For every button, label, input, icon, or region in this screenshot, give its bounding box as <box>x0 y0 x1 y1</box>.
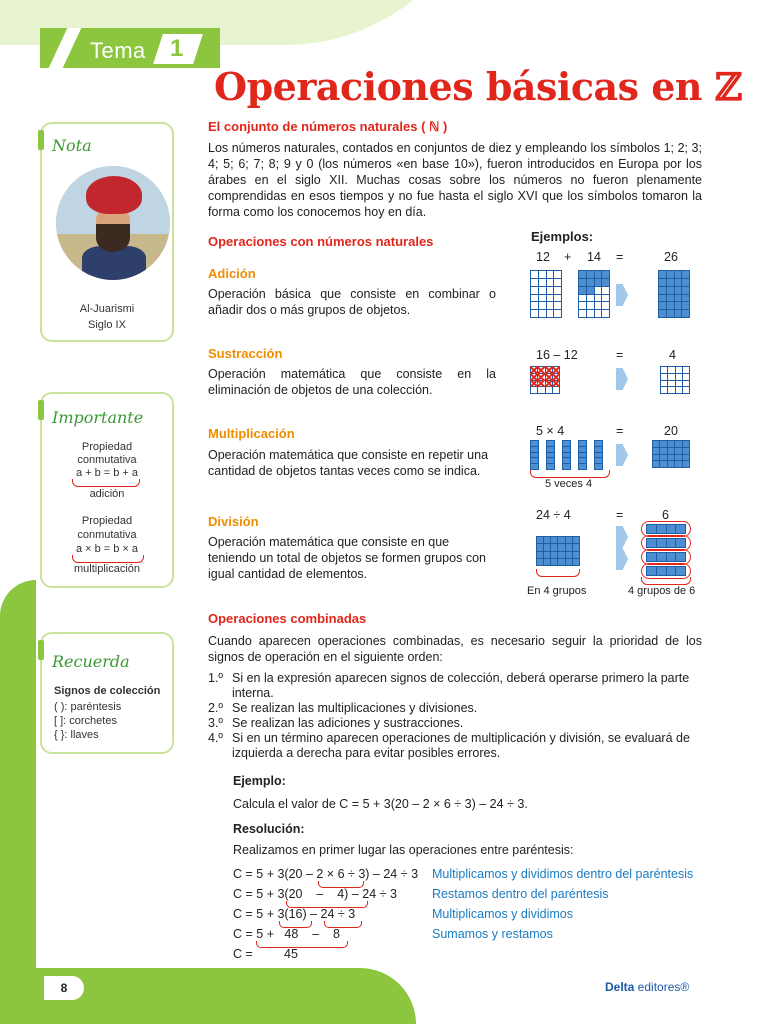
grid-cell <box>675 302 682 309</box>
resolution-note: Sumamos y restamos <box>432 927 553 941</box>
grid-cell <box>668 461 674 467</box>
grid-cell <box>659 302 666 309</box>
adicion-grid-a <box>530 270 562 318</box>
sustraccion-result: 4 <box>669 348 676 362</box>
adicion-title: Adición <box>208 266 256 281</box>
grid-cell <box>537 552 543 558</box>
recuerda-item: [ ]: corchetes <box>54 715 117 727</box>
recuerda-item: { }: llaves <box>54 729 99 741</box>
brand-bold: Delta <box>605 980 635 994</box>
grid-cell <box>544 552 550 558</box>
step-number: 3.º <box>208 716 223 730</box>
adicion-result: 26 <box>664 250 678 264</box>
grid-cell <box>558 544 564 550</box>
grid-cell <box>668 381 674 387</box>
grid-cell <box>653 441 659 447</box>
grid-cell <box>531 302 538 309</box>
grid-cell <box>683 441 689 447</box>
grid-cell <box>660 441 666 447</box>
list-item <box>208 701 702 716</box>
grid-cell <box>602 279 609 286</box>
step-number: 1.º <box>208 671 223 685</box>
grid-cell <box>587 271 594 278</box>
grid-cell <box>531 271 538 278</box>
brand-rest: editores® <box>634 980 690 994</box>
nota-box-hook <box>38 130 44 150</box>
combined-intro: Cuando aparecen operaciones combinadas, es necesario seguir la prioridad de los signos de operación en el siguiente orden: <box>208 634 702 664</box>
resolution-line: C = 45 <box>233 947 298 961</box>
adicion-arrow <box>616 284 628 306</box>
grid-cell <box>653 448 659 454</box>
grid-cell <box>683 448 689 454</box>
resolution-label: Resolución: <box>233 822 305 836</box>
step-text: Si en la expresión aparecen signos de colección, deberá operarse primero la parte interna. <box>232 671 690 700</box>
grid-cell <box>551 559 557 565</box>
grid-cell <box>668 448 674 454</box>
grid-cell <box>539 310 546 317</box>
division-caption-right: 4 grupos de 6 <box>628 585 696 597</box>
sustraccion-arrow <box>616 368 628 390</box>
grid-cell <box>531 287 538 294</box>
page-number: 8 <box>44 976 84 1000</box>
grid-cell <box>668 441 674 447</box>
grid-cell <box>653 461 659 467</box>
sustraccion-grid-result <box>660 366 690 394</box>
list-item <box>208 731 702 761</box>
grid-cell <box>660 455 666 461</box>
al-juarismi-portrait <box>56 166 170 280</box>
grid-cell <box>566 552 572 558</box>
grid-cell <box>554 287 561 294</box>
grid-cell <box>667 271 674 278</box>
grid-cell <box>587 295 594 302</box>
examples-label: Ejemplos: <box>531 229 594 244</box>
grid-cell <box>551 537 557 543</box>
adicion-grid-result <box>658 270 690 318</box>
resolution-note: Restamos dentro del paréntesis <box>432 887 609 901</box>
portrait-caption-name: Al-Juarismi <box>79 303 135 315</box>
grid-cell <box>546 387 552 393</box>
division-brace-right <box>641 577 691 585</box>
division-text: Operación matemática que consiste en que teniendo un total de objetos se formen grupos con igual cantidad de elementos. <box>208 535 486 581</box>
grid-cell <box>682 310 689 317</box>
grid-cell <box>553 381 559 387</box>
grid-cell <box>667 279 674 286</box>
grid-cell <box>558 537 564 543</box>
grid-cell <box>595 287 602 294</box>
grid-cell <box>659 279 666 286</box>
resolution-note: Multiplicamos y dividimos dentro del paréntesis <box>432 867 694 881</box>
grid-cell <box>539 287 546 294</box>
adicion-eq: = <box>616 250 624 264</box>
division-group <box>646 538 686 548</box>
grid-cell <box>675 271 682 278</box>
grid-cell <box>587 287 594 294</box>
grid-cell <box>544 559 550 565</box>
importante-title: Importante <box>52 408 144 427</box>
grid-cell <box>587 302 594 309</box>
grid-cell <box>547 287 554 294</box>
importante-box-hook <box>38 400 44 420</box>
resolution-note: Multiplicamos y dividimos <box>432 907 574 921</box>
grid-cell <box>675 455 681 461</box>
division-caption-left: En 4 grupos <box>527 585 587 597</box>
grid-cell <box>661 387 667 393</box>
grid-cell <box>683 367 689 373</box>
grid-cell <box>668 374 674 380</box>
adicion-b: 14 <box>587 250 601 264</box>
multiplicacion-grid-result <box>652 440 690 468</box>
grid-cell <box>659 287 666 294</box>
grid-cell <box>682 271 689 278</box>
grid-cell <box>682 302 689 309</box>
sustraccion-grid <box>530 366 560 394</box>
grid-cell <box>539 271 546 278</box>
grid-cell <box>573 559 579 565</box>
division-arrow <box>616 548 628 570</box>
adicion-op: + <box>564 250 572 264</box>
grid-cell <box>566 537 572 543</box>
sustraccion-text: Operación matemática que consiste en la eliminación de objetos de una colección. <box>208 367 496 397</box>
grid-cell <box>579 271 586 278</box>
resolution-line: C = 5 + 3(20 – 4) – 24 ÷ 3 <box>233 887 397 901</box>
grid-cell <box>579 310 586 317</box>
multiplicacion-text: Operación matemática que consiste en repetir una cantidad de objetos tantas veces como se indica. <box>208 448 489 478</box>
grid-cell <box>602 287 609 294</box>
multiplicacion-result: 20 <box>664 424 678 438</box>
sustraccion-expr: 16 – 12 <box>536 348 578 362</box>
grid-cell <box>547 271 554 278</box>
grid-cell <box>531 310 538 317</box>
grid-cell <box>675 461 681 467</box>
step-text: Si en un término aparecen operaciones de multiplicación y división, se evaluará de izquierda a derecha para evitar posibles errores. <box>232 731 690 760</box>
grid-cell <box>547 295 554 302</box>
grid-cell <box>595 310 602 317</box>
division-result: 6 <box>662 508 669 522</box>
tema-number: 1 <box>170 35 184 62</box>
left-green-band <box>0 580 36 1024</box>
prop1-brace <box>72 479 140 487</box>
grid-cell <box>661 367 667 373</box>
grid-cell <box>668 387 674 393</box>
multiplicacion-column <box>530 440 539 470</box>
grid-cell <box>667 302 674 309</box>
grid-cell <box>566 559 572 565</box>
multiplicacion-column <box>546 440 555 470</box>
multiplicacion-column <box>562 440 571 470</box>
division-group <box>646 552 686 562</box>
grid-cell <box>537 559 543 565</box>
prop1-label: adición <box>89 488 125 500</box>
grid-cell <box>579 279 586 286</box>
grid-cell <box>538 387 544 393</box>
prop2-line2: conmutativa <box>77 529 137 541</box>
grid-cell <box>676 387 682 393</box>
grid-cell <box>587 310 594 317</box>
recuerda-item: ( ): paréntesis <box>54 701 122 713</box>
grid-cell <box>660 448 666 454</box>
grid-cell <box>537 544 543 550</box>
grid-cell <box>531 279 538 286</box>
grid-cell <box>661 381 667 387</box>
grid-cell <box>676 374 682 380</box>
multiplicacion-eq: = <box>616 424 624 438</box>
grid-cell <box>553 367 559 373</box>
grid-cell <box>544 544 550 550</box>
example-text: Calcula el valor de C = 5 + 3(20 – 2 × 6 ÷ 3) – 24 ÷ 3. <box>233 797 528 811</box>
grid-cell <box>595 302 602 309</box>
grid-cell <box>667 287 674 294</box>
grid-cell <box>595 295 602 302</box>
nota-title: Nota <box>52 136 92 155</box>
grid-cell <box>602 295 609 302</box>
division-eq: = <box>616 508 624 522</box>
grid-cell <box>682 287 689 294</box>
grid-cell <box>675 287 682 294</box>
grid-cell <box>683 381 689 387</box>
grid-cell <box>667 310 674 317</box>
prop1-line2: conmutativa <box>77 454 137 466</box>
grid-cell <box>602 302 609 309</box>
multiplicacion-caption: 5 veces 4 <box>545 478 593 490</box>
prop2-formula: a × b = b × a <box>75 543 139 555</box>
resolution-line: C = 5 + 3(16) – 24 ÷ 3 <box>233 907 356 921</box>
grid-cell <box>667 295 674 302</box>
grid-cell <box>558 552 564 558</box>
grid-cell <box>538 381 544 387</box>
resolution-intro: Realizamos en primer lugar las operaciones entre paréntesis: <box>233 843 574 857</box>
grid-cell <box>539 295 546 302</box>
grid-cell <box>659 271 666 278</box>
grid-cell <box>551 552 557 558</box>
grid-cell <box>539 279 546 286</box>
grid-cell <box>668 455 674 461</box>
combined-heading: Operaciones combinadas <box>208 611 367 626</box>
grid-cell <box>659 295 666 302</box>
grid-cell <box>531 295 538 302</box>
grid-cell <box>579 287 586 294</box>
sustraccion-eq: = <box>616 348 624 362</box>
grid-cell <box>676 367 682 373</box>
grid-cell <box>537 537 543 543</box>
portrait-caption-century: Siglo IX <box>88 319 126 331</box>
step-text: Se realizan las multiplicaciones y divisiones. <box>232 701 478 715</box>
grid-cell <box>675 310 682 317</box>
resolution-line: C = 5 + 48 – 8 <box>233 927 341 941</box>
grid-cell <box>668 367 674 373</box>
resolution-line: C = 5 + 3(20 – 2 × 6 ÷ 3) – 24 ÷ 3 <box>233 867 419 881</box>
operations-heading: Operaciones con números naturales <box>208 234 434 249</box>
adicion-a: 12 <box>536 250 550 264</box>
recuerda-box-hook <box>38 640 44 660</box>
adicion-grid-b <box>578 270 610 318</box>
multiplicacion-title: Multiplicación <box>208 426 295 441</box>
grid-cell <box>553 387 559 393</box>
grid-cell <box>682 279 689 286</box>
grid-cell <box>539 302 546 309</box>
grid-cell <box>558 559 564 565</box>
grid-cell <box>602 271 609 278</box>
grid-cell <box>547 279 554 286</box>
list-item <box>208 671 702 701</box>
grid-cell <box>683 461 689 467</box>
grid-cell <box>547 302 554 309</box>
intro-text: Los números naturales, contados en conjuntos de diez y empleando los símbolos 1; 2; 3; 4; 5; 6; 7; 8; 9 y 0 (los números «en base 10»), fueron introducidos en Europa por los árabes en el siglo XII. Muchas cosas sobre los números no fueron plenamente comprendidas en esos tiempos y no fue hasta el siglo XVI que los símbolos tomaron la forma como los conocemos hoy en día. <box>208 141 702 219</box>
grid-cell <box>683 455 689 461</box>
step-number: 4.º <box>208 731 223 745</box>
multiplicacion-expr: 5 × 4 <box>536 424 565 438</box>
prop2-label: multiplicación <box>73 563 141 575</box>
division-arrow <box>616 526 628 548</box>
division-group <box>646 524 686 534</box>
multiplicacion-brace <box>530 470 610 478</box>
step-text: Se realizan las adiciones y sustracciones. <box>232 716 464 730</box>
grid-cell <box>661 374 667 380</box>
grid-cell <box>660 461 666 467</box>
tema-label: Tema <box>90 38 146 63</box>
grid-cell <box>579 302 586 309</box>
multiplicacion-arrow <box>616 444 628 466</box>
grid-cell <box>675 295 682 302</box>
grid-cell <box>573 537 579 543</box>
prop1-line1: Propiedad <box>81 441 133 453</box>
grid-cell <box>573 552 579 558</box>
prop2-line1: Propiedad <box>81 515 133 527</box>
grid-cell <box>554 271 561 278</box>
grid-cell <box>554 302 561 309</box>
grid-cell <box>554 279 561 286</box>
grid-cell <box>675 279 682 286</box>
grid-cell <box>676 381 682 387</box>
division-brace-left <box>536 569 580 577</box>
list-item <box>208 716 702 731</box>
grid-cell <box>554 310 561 317</box>
adicion-text: Operación básica que consiste en combinar o añadir dos o más grupos de objetos. <box>208 287 496 317</box>
grid-cell <box>683 374 689 380</box>
grid-cell <box>579 295 586 302</box>
grid-cell <box>602 310 609 317</box>
intro-heading: El conjunto de números naturales ( ℕ ) <box>208 119 448 134</box>
multiplicacion-column <box>594 440 603 470</box>
page-title: Operaciones básicas en ℤ <box>214 64 743 109</box>
grid-cell <box>682 295 689 302</box>
division-expr: 24 ÷ 4 <box>536 508 571 522</box>
division-grid <box>536 536 580 566</box>
multiplicacion-column <box>578 440 587 470</box>
sustraccion-title: Sustracción <box>208 346 283 361</box>
grid-cell <box>659 310 666 317</box>
publisher-logo <box>605 980 689 994</box>
grid-cell <box>554 295 561 302</box>
grid-cell <box>675 441 681 447</box>
grid-cell <box>566 544 572 550</box>
step-number: 2.º <box>208 701 223 715</box>
grid-cell <box>587 279 594 286</box>
grid-cell <box>595 271 602 278</box>
grid-cell <box>595 279 602 286</box>
division-group <box>646 566 686 576</box>
grid-cell <box>683 387 689 393</box>
grid-cell <box>653 455 659 461</box>
grid-cell <box>675 448 681 454</box>
grid-cell <box>544 537 550 543</box>
example-label: Ejemplo: <box>233 774 286 788</box>
grid-cell <box>551 544 557 550</box>
recuerda-subtitle: Signos de colección <box>54 685 161 697</box>
grid-cell <box>547 310 554 317</box>
grid-cell <box>546 367 552 373</box>
grid-cell <box>573 544 579 550</box>
recuerda-title: Recuerda <box>52 652 130 671</box>
prop1-formula: a + b = b + a <box>75 467 139 479</box>
grid-cell <box>531 387 537 393</box>
division-title: División <box>208 514 259 529</box>
